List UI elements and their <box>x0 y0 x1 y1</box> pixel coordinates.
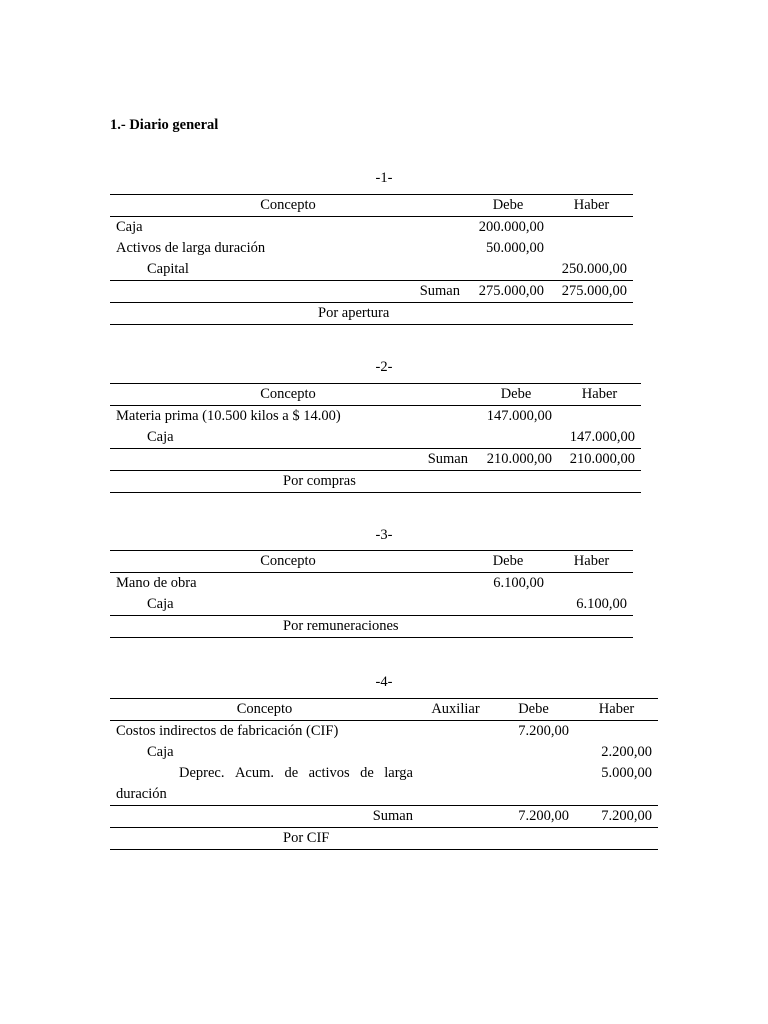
concept-cell: Caja <box>147 596 174 612</box>
page-heading: 1.- Diario general <box>110 117 219 133</box>
entry-number: -1- <box>375 170 393 186</box>
concept-cell: Caja <box>147 429 174 445</box>
concept-cell <box>110 763 419 784</box>
table-header-row <box>110 699 658 721</box>
concept-word: larga <box>384 765 413 781</box>
table-row <box>110 406 641 428</box>
sum-row <box>110 449 641 471</box>
concept-cell: Activos de larga duración <box>116 240 266 256</box>
sum-row <box>110 806 658 828</box>
table-header-row <box>110 551 633 573</box>
sum-haber: 210.000,00 <box>558 449 641 471</box>
haber-cell <box>575 721 658 743</box>
haber-cell: 5.000,00 <box>601 765 652 781</box>
debe-cell <box>492 784 575 806</box>
entry-description: Por CIF <box>110 828 658 850</box>
table-header-row <box>110 195 633 217</box>
debe-cell: 147.000,00 <box>486 408 552 424</box>
debe-cell <box>466 594 550 616</box>
debe-cell: 50.000,00 <box>486 240 544 256</box>
auxiliar-header: Auxiliar <box>419 699 492 721</box>
sum-row <box>110 281 633 303</box>
haber-header: Haber <box>575 699 658 721</box>
auxiliar-cell <box>419 763 492 784</box>
table-row <box>110 594 633 616</box>
haber-cell <box>550 238 633 259</box>
description-row <box>110 616 633 638</box>
sum-label: Suman <box>110 806 419 828</box>
concepto-header: Concepto <box>110 195 466 217</box>
sum-haber: 7.200,00 <box>575 806 658 828</box>
haber-cell <box>575 784 658 806</box>
table-row <box>110 217 633 239</box>
debe-cell <box>474 427 558 449</box>
entry-number: -4- <box>375 674 393 690</box>
haber-cell <box>550 573 633 595</box>
table-row <box>110 259 633 281</box>
table-row <box>110 238 633 259</box>
debe-cell <box>492 742 575 763</box>
entry-description: Por compras <box>110 471 641 493</box>
concept-justified-line <box>179 763 413 784</box>
sum-debe: 275.000,00 <box>466 281 550 303</box>
haber-cell: 250.000,00 <box>561 261 627 277</box>
haber-header: Haber <box>550 195 633 217</box>
description-row <box>110 828 658 850</box>
concept-cell: Costos indirectos de fabricación (CIF) <box>116 723 339 739</box>
haber-cell: 147.000,00 <box>569 429 635 445</box>
table-row <box>110 427 641 449</box>
table-header-row <box>110 384 641 406</box>
concept-continuation: duración <box>116 786 167 802</box>
haber-header: Haber <box>550 551 633 573</box>
concept-word: de <box>360 765 374 781</box>
sum-debe: 7.200,00 <box>492 806 575 828</box>
concept-word: activos <box>308 765 350 781</box>
table-row <box>110 784 658 806</box>
debe-cell: 7.200,00 <box>518 723 569 739</box>
haber-cell: 2.200,00 <box>601 744 652 760</box>
concepto-header: Concepto <box>110 384 474 406</box>
concept-cell: Capital <box>147 261 189 277</box>
haber-header: Haber <box>558 384 641 406</box>
entry-description: Por remuneraciones <box>110 616 633 638</box>
haber-cell <box>550 217 633 239</box>
concept-cell: Caja <box>147 744 174 760</box>
debe-cell <box>492 763 575 784</box>
sum-label: Suman <box>110 449 474 471</box>
concept-cell: Caja <box>116 219 143 235</box>
haber-cell <box>558 406 641 428</box>
description-row <box>110 471 641 493</box>
auxiliar-cell <box>419 784 492 806</box>
debe-header: Debe <box>492 699 575 721</box>
concepto-header: Concepto <box>110 551 466 573</box>
auxiliar-cell <box>419 742 492 763</box>
table-row <box>110 573 633 595</box>
sum-haber: 275.000,00 <box>550 281 633 303</box>
entry-number: -2- <box>375 359 393 375</box>
journal-entry-table <box>110 550 633 638</box>
table-row <box>110 742 658 763</box>
auxiliar-cell <box>419 806 492 828</box>
concept-cell: Materia prima (10.500 kilos a $ 14.00) <box>116 408 341 424</box>
debe-cell: 6.100,00 <box>493 575 544 591</box>
concept-word: de <box>284 765 299 781</box>
table-row <box>110 763 658 784</box>
journal-entry-table <box>110 383 641 493</box>
debe-header: Debe <box>466 551 550 573</box>
journal-entry-table <box>110 194 633 325</box>
entry-number: -3- <box>375 527 393 543</box>
sum-debe: 210.000,00 <box>474 449 558 471</box>
auxiliar-cell <box>419 721 492 743</box>
concepto-header: Concepto <box>110 699 419 721</box>
concept-word: Acum. <box>234 765 274 781</box>
debe-cell <box>466 259 550 281</box>
table-row <box>110 721 658 743</box>
haber-cell: 6.100,00 <box>576 596 627 612</box>
entry-description: Por apertura <box>110 303 633 325</box>
debe-header: Debe <box>474 384 558 406</box>
description-row <box>110 303 633 325</box>
sum-label: Suman <box>110 281 466 303</box>
concept-cell: Mano de obra <box>116 575 197 591</box>
debe-header: Debe <box>466 195 550 217</box>
debe-cell: 200.000,00 <box>478 219 544 235</box>
journal-entry-table <box>110 698 658 850</box>
concept-word: Deprec. <box>179 765 225 781</box>
